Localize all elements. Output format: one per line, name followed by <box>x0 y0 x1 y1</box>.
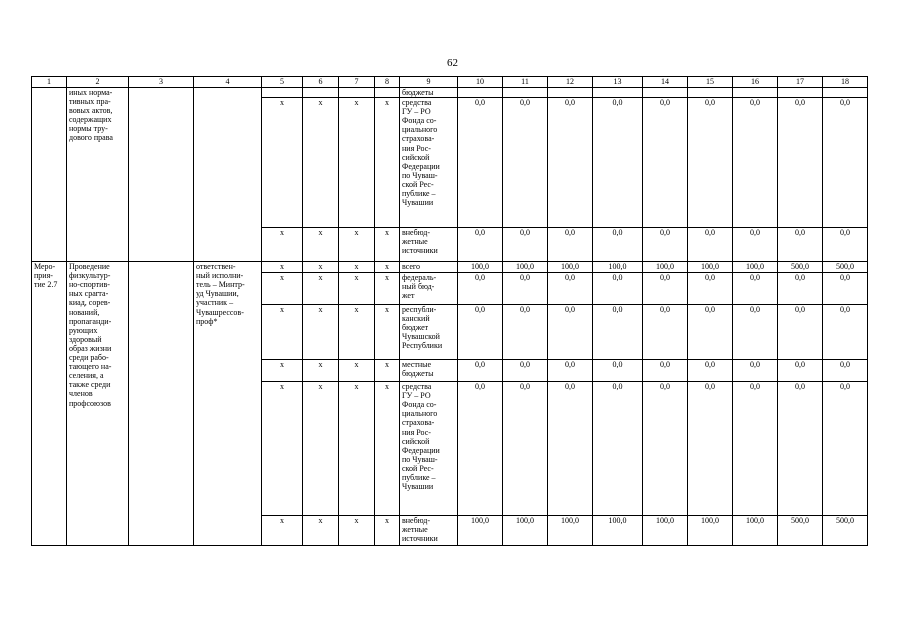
code-cell: x <box>375 360 400 382</box>
value-cell: 0,0 <box>503 305 548 360</box>
value-cell: 0,0 <box>733 305 778 360</box>
value-cell <box>548 88 593 98</box>
header-cell: 1 <box>32 77 67 88</box>
code-cell: x <box>339 273 375 305</box>
header-row <box>32 77 868 88</box>
value-cell: 0,0 <box>733 360 778 382</box>
value-cell: 0,0 <box>778 305 823 360</box>
value-cell: 0,0 <box>643 305 688 360</box>
value-cell <box>688 88 733 98</box>
measure-cell <box>32 88 67 262</box>
header-cell: 4 <box>194 77 262 88</box>
value-cell: 0,0 <box>733 228 778 262</box>
value-cell: 0,0 <box>548 228 593 262</box>
page-number: 62 <box>447 57 458 69</box>
value-cell: 100,0 <box>733 516 778 546</box>
measure-name-cell: Проведение физкультур- но-спортив- ных сparта- киад, сорев- нований, пропаганди- рующих здоровый образ жизни среди рабо- тающего на- селения, а также среди членов профсоюзов <box>67 262 129 546</box>
header-cell: 3 <box>129 77 194 88</box>
code-cell <box>303 88 339 98</box>
code-cell: x <box>262 262 303 273</box>
header-cell: 10 <box>458 77 503 88</box>
value-cell: 0,0 <box>733 273 778 305</box>
value-cell: 0,0 <box>458 228 503 262</box>
funding-source-cell: средства ГУ – РО Фонда со- циального страхова- ния Рос- сийской Федерации по Чуваш- ской Рес- публике – Чувашии <box>400 98 458 228</box>
value-cell: 0,0 <box>593 382 643 516</box>
funding-source-cell: федераль- ный бюд- жет <box>400 273 458 305</box>
value-cell: 0,0 <box>688 360 733 382</box>
value-cell: 100,0 <box>458 516 503 546</box>
header-cell: 11 <box>503 77 548 88</box>
code-cell: x <box>339 516 375 546</box>
code-cell: x <box>262 273 303 305</box>
value-cell: 0,0 <box>593 360 643 382</box>
value-cell: 0,0 <box>458 382 503 516</box>
header-cell: 17 <box>778 77 823 88</box>
code-cell: x <box>339 382 375 516</box>
funding-source-cell: республи- канский бюджет Чувашской Республики <box>400 305 458 360</box>
value-cell: 0,0 <box>503 228 548 262</box>
code-cell: x <box>375 273 400 305</box>
value-cell: 0,0 <box>548 305 593 360</box>
header-cell: 5 <box>262 77 303 88</box>
header-cell: 2 <box>67 77 129 88</box>
code-cell: x <box>375 382 400 516</box>
value-cell: 0,0 <box>593 98 643 228</box>
code-cell: x <box>303 98 339 228</box>
code-cell: x <box>303 360 339 382</box>
value-cell: 100,0 <box>643 516 688 546</box>
header-cell: 13 <box>593 77 643 88</box>
header-cell: 16 <box>733 77 778 88</box>
value-cell: 0,0 <box>593 273 643 305</box>
col3-cell <box>129 88 194 262</box>
header-cell: 15 <box>688 77 733 88</box>
value-cell: 0,0 <box>548 382 593 516</box>
funding-source-cell: внебюд- жетные источники <box>400 228 458 262</box>
budget-table <box>31 76 868 546</box>
measure-cell: Меро- прия- тие 2.7 <box>32 262 67 546</box>
value-cell: 0,0 <box>503 360 548 382</box>
code-cell: x <box>262 228 303 262</box>
value-cell: 500,0 <box>823 262 868 273</box>
value-cell: 100,0 <box>503 262 548 273</box>
code-cell: x <box>262 305 303 360</box>
code-cell: x <box>262 516 303 546</box>
value-cell: 0,0 <box>458 360 503 382</box>
code-cell: x <box>339 360 375 382</box>
value-cell: 500,0 <box>778 262 823 273</box>
value-cell: 0,0 <box>823 305 868 360</box>
header-cell: 12 <box>548 77 593 88</box>
value-cell: 0,0 <box>688 228 733 262</box>
code-cell: x <box>303 273 339 305</box>
code-cell: x <box>339 305 375 360</box>
value-cell: 0,0 <box>503 382 548 516</box>
code-cell: x <box>339 262 375 273</box>
value-cell <box>593 88 643 98</box>
value-cell: 0,0 <box>503 273 548 305</box>
value-cell: 0,0 <box>548 360 593 382</box>
code-cell: x <box>375 228 400 262</box>
measure-name-cell: иных норма- тивных пра- вовых актов, содержащих нормы тру- дового права <box>67 88 129 262</box>
value-cell: 0,0 <box>548 273 593 305</box>
code-cell: x <box>262 360 303 382</box>
value-cell: 0,0 <box>548 98 593 228</box>
value-cell: 0,0 <box>823 360 868 382</box>
value-cell: 0,0 <box>688 305 733 360</box>
value-cell: 0,0 <box>778 273 823 305</box>
value-cell: 0,0 <box>733 382 778 516</box>
code-cell: x <box>303 262 339 273</box>
value-cell: 500,0 <box>823 516 868 546</box>
funding-source-cell: бюджеты <box>400 88 458 98</box>
value-cell <box>503 88 548 98</box>
value-cell: 0,0 <box>643 382 688 516</box>
value-cell: 0,0 <box>458 98 503 228</box>
header-cell: 9 <box>400 77 458 88</box>
value-cell <box>778 88 823 98</box>
value-cell: 100,0 <box>593 516 643 546</box>
value-cell: 0,0 <box>688 98 733 228</box>
value-cell: 0,0 <box>643 228 688 262</box>
header-cell: 6 <box>303 77 339 88</box>
value-cell: 0,0 <box>733 98 778 228</box>
value-cell: 100,0 <box>688 262 733 273</box>
code-cell: x <box>303 305 339 360</box>
code-cell: x <box>375 305 400 360</box>
code-cell: x <box>303 516 339 546</box>
header-cell: 7 <box>339 77 375 88</box>
value-cell: 0,0 <box>823 228 868 262</box>
value-cell: 0,0 <box>823 273 868 305</box>
value-cell: 0,0 <box>688 382 733 516</box>
funding-source-cell: всего <box>400 262 458 273</box>
value-cell: 100,0 <box>643 262 688 273</box>
value-cell <box>823 88 868 98</box>
value-cell: 500,0 <box>778 516 823 546</box>
code-cell: x <box>303 228 339 262</box>
value-cell: 0,0 <box>593 305 643 360</box>
value-cell: 100,0 <box>593 262 643 273</box>
code-cell <box>375 88 400 98</box>
value-cell: 0,0 <box>688 273 733 305</box>
value-cell: 100,0 <box>503 516 548 546</box>
col3-cell <box>129 262 194 546</box>
value-cell: 0,0 <box>503 98 548 228</box>
value-cell: 0,0 <box>643 98 688 228</box>
header-cell: 14 <box>643 77 688 88</box>
code-cell: x <box>262 382 303 516</box>
value-cell: 0,0 <box>778 228 823 262</box>
value-cell <box>458 88 503 98</box>
value-cell: 0,0 <box>778 360 823 382</box>
value-cell: 0,0 <box>778 98 823 228</box>
funding-source-cell: внебюд- жетные источники <box>400 516 458 546</box>
value-cell: 100,0 <box>688 516 733 546</box>
code-cell: x <box>339 228 375 262</box>
code-cell: x <box>262 98 303 228</box>
code-cell: x <box>339 98 375 228</box>
value-cell: 100,0 <box>733 262 778 273</box>
funding-source-cell: местные бюджеты <box>400 360 458 382</box>
table-row <box>32 88 868 98</box>
executor-cell: ответствен- ный исполни- тель – Минтр- уд Чувашии, участник – Чувашрессов- проф* <box>194 262 262 546</box>
value-cell: 100,0 <box>458 262 503 273</box>
value-cell: 0,0 <box>778 382 823 516</box>
value-cell: 0,0 <box>643 273 688 305</box>
value-cell <box>643 88 688 98</box>
table-row <box>32 262 868 273</box>
value-cell: 100,0 <box>548 262 593 273</box>
value-cell: 0,0 <box>823 98 868 228</box>
code-cell <box>339 88 375 98</box>
code-cell <box>262 88 303 98</box>
code-cell: x <box>375 98 400 228</box>
value-cell: 0,0 <box>823 382 868 516</box>
funding-source-cell: средства ГУ – РО Фонда со- циального страхова- ния Рос- сийской Федерации по Чуваш- ской Рес- публике – Чувашии <box>400 382 458 516</box>
value-cell <box>733 88 778 98</box>
code-cell: x <box>375 262 400 273</box>
value-cell: 0,0 <box>593 228 643 262</box>
value-cell: 0,0 <box>458 305 503 360</box>
code-cell: x <box>375 516 400 546</box>
executor-cell <box>194 88 262 262</box>
value-cell: 0,0 <box>458 273 503 305</box>
value-cell: 100,0 <box>548 516 593 546</box>
header-cell: 18 <box>823 77 868 88</box>
code-cell: x <box>303 382 339 516</box>
header-cell: 8 <box>375 77 400 88</box>
value-cell: 0,0 <box>643 360 688 382</box>
